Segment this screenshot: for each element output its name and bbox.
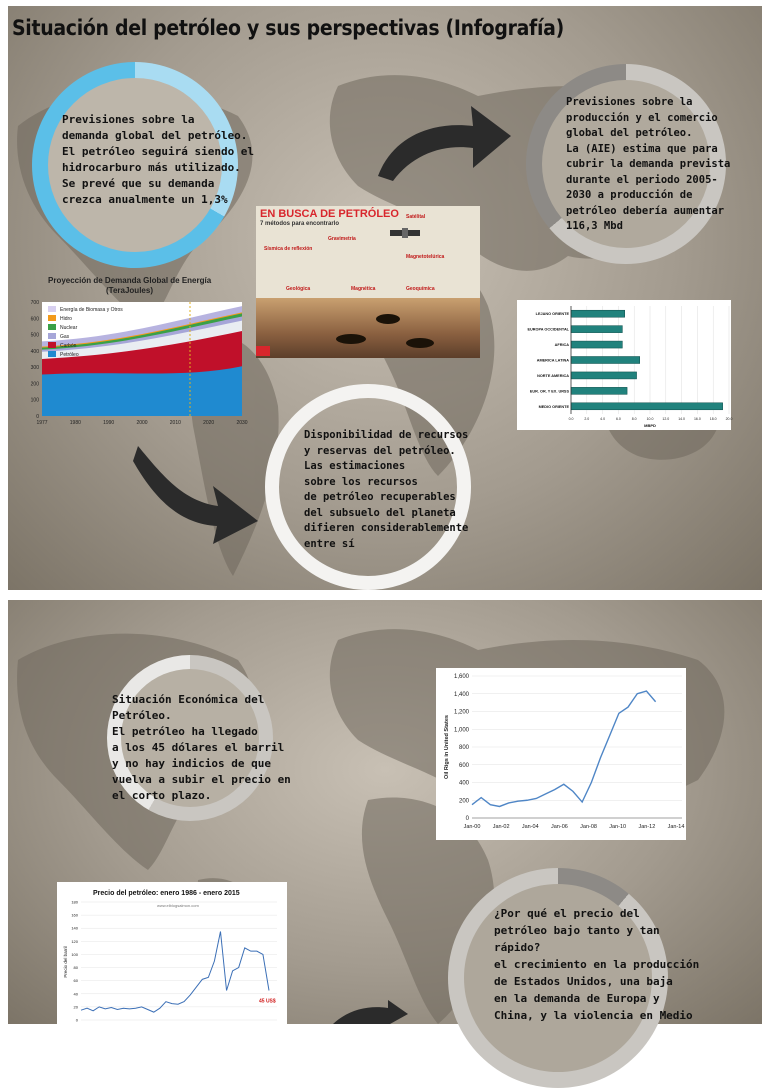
x-tick-label: 4.0 <box>600 417 606 421</box>
x-tick-label: Jan-04 <box>521 824 539 830</box>
x-tick-label: 18.0 <box>709 417 717 421</box>
oil-rigs-chart <box>436 668 686 840</box>
y-tick-label: 160 <box>71 912 78 918</box>
y-tick-label: 80 <box>73 965 78 971</box>
series-line <box>81 932 269 1013</box>
x-tick-label: 1980 <box>69 420 81 426</box>
x-tick-label: Jan-02 <box>492 824 510 830</box>
production-text: Previsiones sobre la producción y el comercio global del petróleo. La (AIE) estima que para cubrir la demanda prevista durante el periodo 2005- 2030 a producción de petróleo debería aumentar 116,3 Mbd <box>566 96 731 232</box>
bar <box>571 310 625 317</box>
legend-label: Energía de Biomasa y Otros <box>60 307 123 313</box>
y-tick-label: 180 <box>71 899 78 905</box>
price-chart-title: Precio del petróleo: enero 1986 - enero 2015 <box>93 890 240 897</box>
curved-arrow-icon <box>133 436 263 546</box>
y-tick-label: 0 <box>36 414 39 420</box>
x-tick-label: Jan-12 <box>638 824 656 830</box>
busca-petroleo-infographic <box>256 206 480 358</box>
y-tick-label: 500 <box>30 332 39 339</box>
y-tick-label: 120 <box>71 938 78 944</box>
y-tick-label: 1,400 <box>453 691 469 698</box>
legend-swatch <box>48 351 56 357</box>
x-tick-label: 16.0 <box>693 417 701 421</box>
x-tick-label: 2030 <box>236 420 248 426</box>
y-tick-label: 0 <box>75 1017 78 1023</box>
y-tick-label: 100 <box>71 951 78 957</box>
energy-chart-title: Proyección de Demanda Global de Energía <box>48 276 212 285</box>
bar-category-label: LEJANO ORIENTE <box>535 312 569 317</box>
x-tick-label: 0.0 <box>568 417 574 421</box>
oil-price-plot <box>57 882 287 1024</box>
slide-1 <box>8 6 762 590</box>
y-axis-label: Precio del barril <box>63 946 68 978</box>
y-tick-label: 700 <box>30 300 39 306</box>
y-tick-label: 600 <box>458 762 469 769</box>
curved-arrow-icon <box>328 1000 408 1024</box>
bar <box>571 326 622 333</box>
legend-label: Petróleo <box>60 352 79 358</box>
oil-price-chart <box>57 882 287 1024</box>
bar <box>571 403 723 410</box>
demand-text: Previsiones sobre la demanda global del petróleo. El petróleo seguirá siendo el hidrocarburo más utilizado. Se prevé que su demanda crezca anualmente un 1,3% <box>62 113 255 206</box>
energy-chart-subtitle: (TeraJoules) <box>106 286 153 295</box>
busca-header: EN BUSCA DE PETRÓLEO <box>260 208 399 220</box>
bar-category-label: EUROPA OCCIDENTAL <box>527 327 569 332</box>
y-tick-label: 1,000 <box>453 727 469 734</box>
y-tick-label: 40 <box>73 991 78 997</box>
bar-category-label: NORTE AMERICA <box>537 373 569 378</box>
oil-rigs-plot <box>436 668 686 840</box>
x-tick-label: 12.0 <box>662 417 670 421</box>
x-tick-label: 2010 <box>169 420 181 426</box>
legend-swatch <box>48 324 56 330</box>
y-tick-label: 140 <box>71 925 78 931</box>
legend-swatch <box>48 333 56 339</box>
y-tick-label: 200 <box>458 798 469 805</box>
y-tick-label: 0 <box>465 816 469 822</box>
x-tick-label: 14.0 <box>678 417 686 421</box>
bar-category-label: AMERICA LATINA <box>536 358 569 363</box>
x-tick-label: 2020 <box>203 420 215 426</box>
busca-method-label: Sísmica de reflexión <box>264 246 313 252</box>
reserves-text: Disponibilidad de recursos y reservas del petróleo. Las estimaciones sobre los recursos de petróleo recuperables del subsuelo del planeta difieren considerablemente entre sí <box>304 429 469 550</box>
bar <box>571 372 637 379</box>
y-tick-label: 60 <box>73 978 78 984</box>
x-tick-label: 10.0 <box>646 417 654 421</box>
y-tick-label: 1,200 <box>453 709 469 716</box>
bar <box>571 387 627 394</box>
busca-method-label: Geológica <box>286 286 311 292</box>
legend-label: Gas <box>60 334 70 340</box>
y-tick-label: 300 <box>30 365 39 372</box>
energy-area-plot <box>20 296 248 426</box>
page-title: Situación del petróleo y sus perspectivas (Infografía) <box>12 16 564 40</box>
x-tick-label: 1977 <box>36 420 48 426</box>
legend-swatch <box>48 306 56 312</box>
x-tick-label: Jan-00 <box>463 824 481 830</box>
y-tick-label: 20 <box>73 1004 78 1010</box>
x-tick-label: 2.0 <box>584 417 590 421</box>
busca-method-label: Magnética <box>351 286 376 292</box>
busca-method-label: Satélital <box>406 214 426 220</box>
satellite-icon <box>388 222 422 246</box>
bar-category-label: MEDIO ORIENTE <box>538 404 569 409</box>
busca-method-label: Geoquímica <box>406 286 435 292</box>
x-tick-label: 2000 <box>136 420 148 426</box>
reserves-bar-chart <box>517 300 731 430</box>
y-tick-label: 200 <box>30 381 39 388</box>
economic-text: Situación Económica del Petróleo. El petróleo ha llegado a los 45 dólares el barril y no hay indicios de que vuelva a subir el precio en el corto plazo. <box>112 693 291 802</box>
x-tick-label: Jan-06 <box>551 824 568 830</box>
busca-method-label: Magnetotelúrica <box>406 254 445 260</box>
bar <box>571 357 640 364</box>
busca-subheader: 7 métodos para encontrarlo <box>260 221 340 227</box>
bar-category-label: EUR. OR. Y EX. URSS <box>529 389 569 394</box>
bar-category-label: AFRICA <box>554 343 569 348</box>
reserves-bar-plot <box>517 300 731 430</box>
legend-label: Hidro <box>60 316 72 322</box>
y-axis-label: Oil Rigs in United States <box>444 715 450 779</box>
x-tick-label: Jan-08 <box>580 824 597 830</box>
legend-label: Nuclear <box>60 325 78 331</box>
y-tick-label: 400 <box>30 348 39 355</box>
area-layer <box>42 366 242 416</box>
x-axis-label: MBPD <box>644 423 656 428</box>
energy-projection-chart <box>20 276 248 426</box>
why-text: ¿Por qué el precio del petróleo bajo tanto y tan rápido? el crecimiento en la producción de Estados Unidos, una baja en la demanda de Europa y China, y la violencia en Medio <box>494 907 700 1022</box>
x-tick-label: 20.0 <box>725 417 733 421</box>
legend-swatch <box>48 315 56 321</box>
x-tick-label: 6.0 <box>615 417 621 421</box>
price-chart-source: www.elblogsalmon.com <box>157 903 199 908</box>
slide-2 <box>8 600 762 1024</box>
legend-swatch <box>48 342 56 348</box>
y-tick-label: 800 <box>458 745 469 751</box>
busca-method-label: Gravimetría <box>328 236 356 242</box>
x-tick-label: 1990 <box>103 420 115 426</box>
price-annotation: 45 US$ <box>259 998 276 1005</box>
y-tick-label: 400 <box>458 780 469 787</box>
y-tick-label: 600 <box>30 316 39 323</box>
x-tick-label: Jan-14 <box>667 824 685 830</box>
y-tick-label: 1,600 <box>453 674 469 680</box>
y-tick-label: 100 <box>30 397 39 404</box>
curved-arrow-icon <box>373 96 513 186</box>
series-line <box>472 691 656 806</box>
x-tick-label: 8.0 <box>631 417 637 421</box>
x-tick-label: Jan-10 <box>609 824 627 830</box>
bar <box>571 341 622 348</box>
legend-label: Carbón <box>60 343 77 349</box>
